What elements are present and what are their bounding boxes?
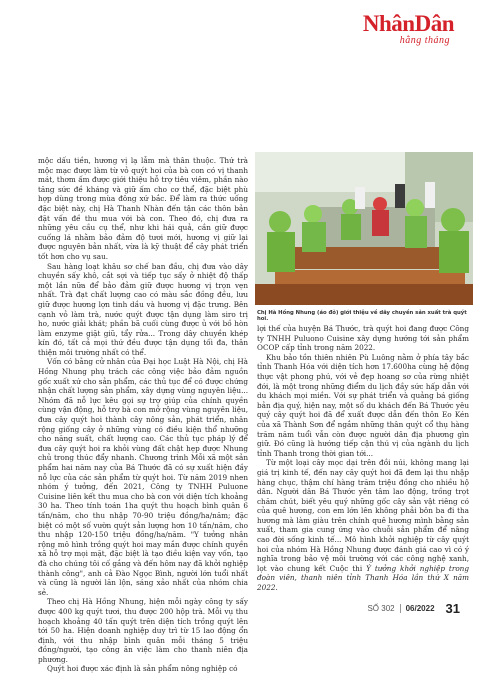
right-column — [257, 324, 469, 593]
workers-processing-photo — [255, 152, 473, 305]
left-column — [38, 156, 248, 674]
newspaper-logo: NhânDân — [362, 11, 454, 36]
paragraph-text: Từ một loại cây mọc dại trên đồi núi, không mang lại giá trị kinh tế, đến nay cây quýt hoi đã đem lại thu nhập hàng chục, thậm chí hàng trăm triệu đồng cho nhiều hộ dân. Người dân Bá Thước yên tâm lao động, trồng trọt chăm chút, biết yêu quý những gốc cây sản vật riêng có của quê hương, con em lớn lên không phải bôn ba đi tha hương mà làm giàu trên chính quê hương mình bằng sản xuất, tham gia cung ứng vào chuỗi sản phẩm để nâng cao đời sống kinh tế... Mô hình khởi nghiệp từ cây quýt hoi của nhóm Hà Hồng Nhung được đánh giá cao vì có ý nghĩa trong bảo vệ môi trường với các công nghệ xanh, lọt vào chung kết Cuộc thi — [257, 458, 469, 573]
paragraph: lợi thế của huyện Bá Thước, trà quýt hoi đang được Công ty TNHH Puluono Cuisine xây dựng hướng tới sản phẩm OCOP cấp tỉnh trong năm 2022. — [257, 324, 469, 353]
paragraph: Quýt hoi được xác định là sản phẩm nông nghiệp có — [47, 664, 238, 674]
paragraph: Khu bảo tồn thiên nhiên Pù Luông nằm ở phía tây bắc tỉnh Thanh Hóa với diện tích hơn 17.600ha cùng hệ động thực vật phong phú, với vẻ đẹp hoang sơ của rừng nhiệt đới, là một trong những điểm du lịch đầy sức hấp dẫn với du khách mọi miền. Với sự phát triển và quảng bá giống bản địa quý, hiện nay, một số du khách đến Bá Thước yêu quý cây quýt hoi đã để xuất được dẫn đến thôn Eo Kén của xã Thành Sơn để ngắm những thân quýt cổ thụ hàng trăm năm tuổi vẫn còn được người dân địa phương gìn giữ. Đó cũng là hướng tiếp cận thú vị của ngành du lịch tỉnh Thanh trong thời gian tới... — [257, 352, 469, 458]
page-footer — [367, 601, 460, 616]
logo-subtitle: hằng tháng — [399, 35, 450, 46]
contest-name: Ý tưởng khởi nghiệp trong đoàn viên, thanh niên tỉnh Thanh Hóa lần thứ X năm 2022. — [257, 563, 469, 593]
footer-divider — [400, 604, 401, 613]
paragraph — [257, 458, 469, 592]
issue-date: 06/2022 — [405, 604, 435, 613]
page-number: 31 — [445, 601, 460, 616]
paragraph: Sau hàng loạt khâu sơ chế ban đầu, chị đưa vào dây chuyền sấy khô, cắt sợi và tiếp tục sấy ở nhiệt độ thấp một lần nữa để bảo đảm giữ được hương vị trọn vẹn nhất. Trà đạt chất lượng cao có màu sắc đồng đều, lưu giữ được hương lợn tinh dầu và hương vị đặc trưng. Bên cạnh vỏ làm trà, nước quýt được tận dụng làm siro trị ho, nước giải khát; phần bã cuối cùng được ủ với bồ hòn làm enzyme giặt giũ, tẩy rửa... Trong dây chuyền khép kín đó, tất cả mọi thứ đều được tận dụng tối đa, thân thiện môi trường nhất có thể. — [38, 261, 248, 357]
article-photo — [255, 152, 473, 305]
paragraph: Vốn có bằng cử nhân của Đại học Luật Hà Nội, chị Hà Hồng Nhung phụ trách các công việc bảo đảm nguồn gốc xuất xứ cho sản phẩm, các thủ tục để có được chứng nhận chất lượng sản phẩm, xây dựng vùng nguyên liệu... Nhóm đã nỗ lực kêu gọi sự trợ giúp của chính quyền cùng vận động, hỗ trợ bà con mở rộng vùng nguyên liệu, đưa cây quýt hoi thành cây nông sản, phát triển, nhân rộng giống cây ở những vùng có điều kiện thổ nhưỡng cho năng suất, chất lượng cao. Các thủ tục pháp lý để đưa cây quýt hoi ra khỏi vùng đất chật hẹp được Nhung chủ trong thúc đẩy nhanh. Chương trình Mỗi xã một sản phẩm hai năm nay của Bá Thước đã có sự xuất hiện đầy nỗ lực của các sản phẩm từ quýt hoi. Từ năm 2019 nhen nhóm ý tưởng, đến 2021, Công ty TNHH Puluone Cuisine liên kết thu mua cho bà con với diện tích khoảng 30 ha. Theo tính toán 1ha quýt thu hoạch bình quân 6 tấn/năm, cho thu nhập 70-90 triệu đồng/ha/năm; đặc biệt có một số vườn quýt sản lượng hơn 10 tấn/năm, cho thu nhập 120-150 triệu đồng/ha/năm. "Y tưởng nhân rộng mô hình trồng quýt hoi may mắn được chính quyền xã hỗ trợ mọi mặt, đặc biệt là tạo điều kiện vay vốn, tạo đà cho chúng tôi cố gắng và đến hôm nay đã khởi nghiệp thành công", anh cả Đào Ngọc Bình, người lớn tuổi nhất và cũng là người lăn lộn, sáng xảo nhất của nhóm chia sẻ. — [38, 357, 248, 597]
paragraph: mộc dấu tiền, hương vị lạ lẫm mà thân thuộc. Thứ trà mộc mạc được làm từ vỏ quýt hoi của bà con có vị thanh mát, thơm ấm được giới thiệu hỗ trợ tiêu viêm, phần nào tăng sức đề kháng và giữ ấm cho cơ thể, đặc biệt phù hợp dùng trong mùa đông xứ bắc. Để làm ra thức uống đặc biệt này, chị Hà Thanh Nhàn đến tận các thôn bản đặt vấn đề thu mua với bà con. Theo đó, chị đưa ra những yêu cầu cụ thể, như khi hái quả, cần giữ được cuống lá nhằm bảo đảm độ tươi mới, hương vị giữ lại được nguyên bản nhất, vừa là kỹ thuật để cây phát triển tốt hơn cho vụ sau. — [38, 156, 248, 261]
paragraph: Theo chị Hà Hồng Nhung, hiện mỗi ngày công ty sấy được 400 kg quýt tươi, thu được 200 hộp trà. Mỗi vụ thu hoạch khoảng 40 tấn quýt trên diện tích trồng quýt lên tới 50 ha. Hiện doanh nghiệp duy trì từ 15 lao động ổn định, với thu nhập bình quân mỗi tháng 5 triệu đồng/người, tạo công ăn việc làm cho thanh niên địa phương. — [38, 597, 248, 664]
issue-number: SỐ 302 — [367, 604, 395, 613]
photo-caption: Chị Hà Hồng Nhung (áo đỏ) giới thiệu về dây chuyền sản xuất trà quýt hoi. — [257, 310, 467, 322]
